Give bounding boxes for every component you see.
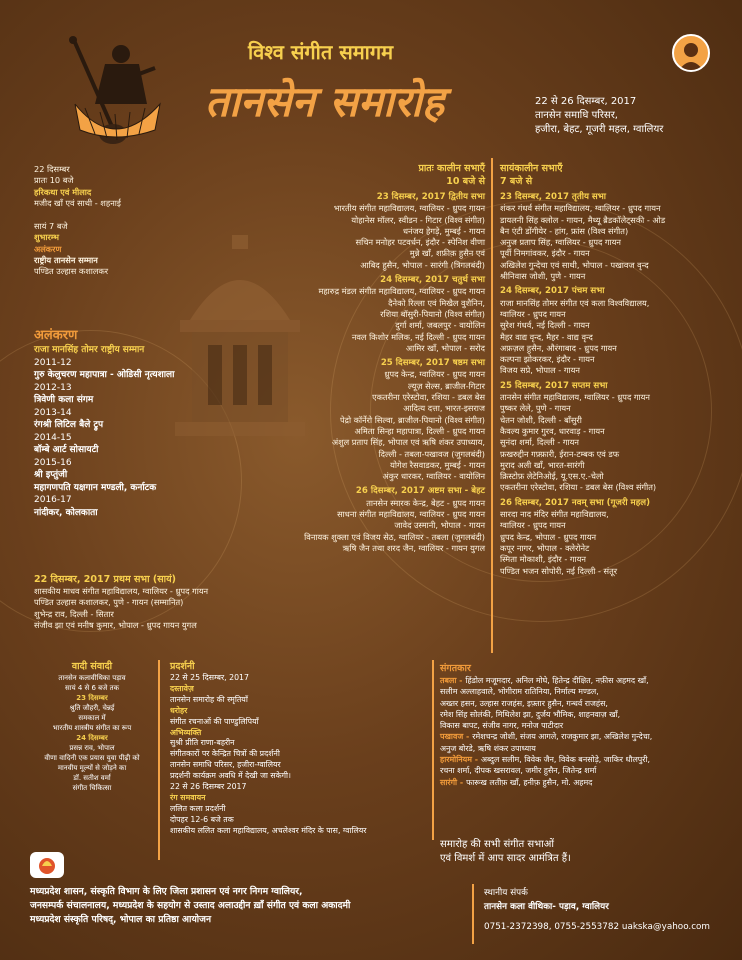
accompanist-names: रमेशचन्द्र जोशी, संजय आगले, राजकुमार झा, अखिलेश गुन्देचा,	[472, 732, 653, 742]
accompanist-names: फारूख लतीफ़ खाँ, हनीफ़ हुसैन, मो. अहमद	[466, 777, 593, 787]
opening-date: 22 दिसम्बर	[34, 164, 70, 174]
accompanist-row	[440, 765, 740, 776]
exhibition-line: 22 से 25 दिसम्बर, 2017	[170, 673, 249, 682]
session-line: जावेद उस्मानी, भोपाल - गायन	[394, 520, 485, 531]
session-line: धनंजय हेगड़े, मुम्बई - गायन	[403, 225, 485, 236]
vadi-samvadi-line: भारतीय शास्त्रीय संगीत का रूप	[52, 724, 132, 732]
session-line: विनायक शुक्ला एवं विजय सेठ, ग्वालियर - तबला (जुगलबंदी)	[304, 531, 485, 542]
awards-list	[34, 357, 174, 520]
flame-logo-icon	[30, 852, 64, 878]
exhibition-line: संगीत रचनाओं की पाण्डुलिपियाँ	[170, 716, 259, 726]
accompanist-names: रमेश सिंह सोलंकी, मिथिलेश झा, दुर्जय भौमिक, शाहनवाज़ खाँ,	[440, 709, 621, 719]
vadi-samvadi-line: मानवीय मूल्यों से जोड़ने का	[57, 764, 127, 772]
award-recipient: त्रिवेणी कला संगम	[34, 395, 94, 405]
vadi-samvadi-line: सायं 4 से 6 बजे तक	[65, 684, 119, 692]
venue-line-1: तानसेन समाधि परिसर,	[535, 110, 618, 121]
session-title: 24 दिसम्बर, 2017 चतुर्थ सभा	[380, 275, 485, 286]
contact-block	[484, 886, 710, 934]
morning-heading: प्रातः कालीन सभाएँ	[418, 163, 485, 174]
opening-event: हरिकथा एवं मीलाद	[34, 186, 92, 197]
award-year: 2016-17	[34, 495, 72, 505]
session-title: 26 दिसम्बर, 2017 अष्टम सभा - बेहट	[355, 486, 485, 497]
session-title: 25 दिसम्बर, 2017 सप्तम सभा	[500, 380, 608, 391]
exhibition-line: अभिव्यक्ति	[170, 727, 202, 737]
session-line: राजा मानसिंह तोमर संगीत एवं कला विश्वविद्यालय,	[500, 297, 650, 308]
vadi-samvadi-heading: वादी संवादी	[71, 661, 113, 672]
session-line: ध्रुपद केन्द्र, ग्वालियर - ध्रुपद गायन	[384, 369, 485, 380]
award-year: 2012-13	[34, 382, 72, 393]
contact-heading: स्थानीय संपर्क	[484, 888, 528, 898]
accompanist-names: अब्दुल सलीम, विवेक जैन, विवेक बनसोड़े, जाकिर धौलपुरी,	[480, 755, 651, 765]
session-line: भारतीय संगीत महाविद्यालय, ग्वालियर - ध्रुपद गायन	[333, 203, 485, 214]
session-line: डायलनी सिंह क्लोल - गायन, मैथ्यू ब्रैडकॉलेट्सकी - ओड	[500, 214, 666, 225]
session-line: आमिर खाँ, भोपाल - सरोद	[405, 342, 485, 353]
column-divider	[491, 158, 493, 653]
vadi-samvadi-block	[32, 660, 152, 793]
session-line: बैन एंटी डोंगीयेर - हांग, फ्रांस (विश्व संगीत)	[500, 225, 629, 236]
session-line: रशिया बॉसुरी-पियानो (विश्व संगीत)	[380, 308, 485, 319]
first-sabha-line: संजीव झा एवं मनीष कुमार, भोपाल - ध्रुपद गायन युगल	[34, 619, 197, 630]
session-line: पण्डित भजन सोपोरी, नई दिल्ली - संतूर	[500, 565, 618, 576]
session-title: 24 दिसम्बर, 2017 पंचम सभा	[500, 286, 605, 297]
award-recipient: नांदीकर, कोलकाता	[34, 507, 98, 518]
session-line: ग्वालियर - ध्रुपद गायन	[500, 308, 566, 319]
session-line: योहानेस मॉलर, स्वीडन - गिटार (विश्व संगीत)	[351, 214, 485, 225]
award-recipient: रंगश्री लिटिल बैले ट्रुप	[34, 420, 104, 430]
musician-illustration	[55, 34, 165, 146]
session-line: दुर्गा शर्मा, जबलपुर - वायोलिन	[395, 320, 485, 331]
session-line: अंकुर धारकर, ग्वालियर - वायोलिन	[382, 471, 485, 482]
session-line: अफ़ज़ल हुसैन, औरंगाबाद - ध्रुपद गायन	[500, 342, 617, 353]
accompanist-row	[440, 720, 740, 731]
award-year: 2011-12	[34, 357, 72, 368]
award-year: 2013-14	[34, 407, 72, 418]
tansen-awardee: पण्डित उल्हास कशालकर	[34, 266, 109, 277]
session-title: 23 दिसम्बर, 2017 तृतीय सभा	[500, 192, 607, 202]
award-name: राजा मानसिंह तोमर राष्ट्रीय सम्मान	[34, 345, 145, 355]
session-line: साधना संगीत महाविद्यालय, ग्वालियर - ध्रुपद गायन	[337, 509, 485, 520]
morning-days	[240, 192, 485, 554]
exhibition-line: तानसेन समारोह की स्मृतियाँ	[170, 694, 248, 704]
instrument-label: सारंगी -	[440, 777, 464, 787]
session-line: सचिन मनोहर पटवर्धन, इंदौर - स्पेनिश वीणा	[355, 237, 485, 248]
organizer-line: मध्यप्रदेश शासन, संस्कृति विभाग के लिए जिला प्रशासन एवं नगर निगम ग्वालियर,	[30, 886, 303, 897]
awards-heading: अलंकरण	[34, 328, 78, 343]
vadi-samvadi-line: समकाल में	[78, 714, 106, 722]
session-line: सुनंदा शर्मा, दिल्ली - गायन	[500, 437, 579, 448]
session-title: 25 दिसम्बर, 2017 षष्ठम सभा	[380, 358, 485, 369]
session-line: मैहर वाद्य वृन्द, मैहर - वाद्य वृन्द	[500, 331, 593, 342]
vadi-samvadi-line: 23 दिसम्बर	[76, 694, 108, 702]
morning-time: 10 बजे से	[446, 176, 485, 187]
festival-dates: 22 से 26 दिसम्बर, 2017	[535, 96, 637, 107]
title-part-1: तानसेन	[205, 77, 315, 126]
session-line: स्मिता मोकाशी, इंदौर - गायन	[500, 554, 586, 565]
instrument-label: पखावज -	[440, 732, 470, 742]
alankaran-label: अलंकरण	[34, 243, 62, 254]
award-recipient: श्री इप्तुंजी	[34, 470, 68, 480]
session-line: तानसेन स्मारक केन्द्र, बेहट - ध्रुपद गायन	[366, 497, 485, 508]
session-line: कैवल्य कुमार गुरव, धारवाड़ - गायन	[500, 425, 605, 436]
portrait-icon	[674, 36, 708, 70]
session-line: ध्रुपद केन्द्र, भोपाल - ध्रुपद गायन	[500, 531, 597, 542]
exhibition-line: दोपहर 12-6 बजे तक	[170, 814, 234, 824]
session-line: कल्पना झोकरकर, इंदौर - गायन	[500, 354, 595, 365]
exhibition-lines	[170, 673, 430, 837]
session-line: एकतरीना एरेस्टोवा, रशिया - डबल बेस (विश्व संगीत)	[500, 482, 657, 493]
first-sabha-heading: 22 दिसम्बर, 2017 प्रथम सभा (सायं)	[34, 574, 176, 585]
session-line: आदित्य दत्ता, भारत-इसराज	[403, 403, 485, 414]
first-sabha-line: शुभेन्द्र राव, दिल्ली - सितार	[34, 608, 114, 619]
session-line: तानसेन संगीत महाविद्यालय, ग्वालियर - ध्रुपद गायन	[500, 392, 650, 403]
accompanist-names: अख्तर हसन, उल्हास राजहंस, इफ़्तार हुसैन, गन्धर्व राजहंस,	[440, 698, 608, 708]
opening-block	[34, 164, 121, 278]
exhibition-line: संगीतकारों पर केन्द्रित चित्रों की प्रदर्शनी	[170, 749, 280, 759]
exhibition-line: ललित कला प्रदर्शनी	[170, 803, 226, 813]
festival-date-venue	[535, 95, 663, 137]
vadi-samvadi-line: प्रसन्न राव, भोपाल	[69, 744, 115, 752]
vadi-samvadi-lines	[32, 673, 152, 793]
accompanist-names: हिंडोल मजूमदार, अनिल मोघे, हितेन्द्र दीक्षित, नफ़ीस अहमद खाँ,	[465, 676, 649, 685]
accompanist-row	[440, 709, 740, 720]
vadi-samvadi-line: संगीत चिकित्सा	[72, 784, 112, 792]
exhibition-line: दस्तावेज़	[170, 683, 194, 693]
accompanist-row	[440, 686, 740, 697]
first-sabha-block	[34, 573, 208, 631]
session-line: चेतन जोशी, दिल्ली - बाँसुरी	[500, 414, 582, 425]
accompanists-divider	[432, 660, 434, 840]
session-line: पूर्वी निमगांवकर, इंदौर - गायन	[500, 248, 590, 259]
exhibition-block	[170, 660, 430, 837]
opening-time: प्रातः 10 बजे	[34, 175, 74, 186]
accompanist-names: रचना शर्मा, दीपक खसरावल, जमीर हुसैन, जितेन्द्र शर्मा	[440, 766, 597, 776]
first-sabha-line: पण्डित उल्हास कशालकर, पुणे - गायन (सम्मानित)	[34, 597, 184, 608]
accompanist-row	[440, 777, 740, 788]
exhibition-heading: प्रदर्शनी	[170, 661, 195, 672]
award-year: 2014-15	[34, 432, 72, 443]
exhibition-line: प्रदर्शनी कार्यक्रम अवधि में देखी जा सकेगी।	[170, 771, 292, 781]
session-line: शंकर गंधर्व संगीत महाविद्यालय, ग्वालियर - ध्रुपद गायन	[500, 203, 661, 214]
session-line: आबिद हुसैन, भोपाल - सारंगी (त्रिगलबंदी)	[360, 259, 485, 270]
award-recipient: महागणपति यक्षगान मण्डली, कर्नाटक	[34, 482, 157, 493]
evening-heading: सायंकालीन सभाएँ	[500, 163, 563, 174]
vadi-divider	[158, 660, 160, 860]
session-line: फ़खरुद्दीन गफ़्फ़ारी, ईरान-टम्बक एवं डफ	[500, 448, 620, 459]
invitation-line-1: समारोह की सभी संगीत सभाओं	[440, 839, 554, 850]
exhibition-line: शासकीय ललित कला महाविद्यालय, अचलेश्वर मंदिर के पास, ग्वालियर	[170, 825, 367, 835]
session-line: श्रीनिवास जोशी, पुणे - गायन	[500, 271, 586, 282]
accompanists-lines	[440, 675, 740, 788]
exhibition-line: 22 से 26 दिसम्बर 2017	[170, 782, 247, 792]
session-line: अमिता सिन्हा महापात्रा, दिल्ली - ध्रुपद गायन	[354, 425, 485, 436]
accompanist-row	[440, 743, 740, 754]
session-line: दैनेको रिल्ला एवं मिखैल वुशैनिन,	[388, 297, 485, 308]
session-line: सारदा नाद मंदिर संगीत महाविद्यालय,	[500, 509, 609, 520]
invitation-line-2: एवं विमर्श में आप सादर आमंत्रित हैं।	[440, 853, 571, 864]
opening-performer: मजीद खाँ एवं साथी - शहनाई	[34, 197, 121, 208]
organizer-lines	[30, 885, 350, 927]
session-line: योगेश रैसवाडकर, मुम्बई - गायन	[390, 459, 485, 470]
logo	[30, 852, 64, 878]
accompanist-row	[440, 754, 740, 765]
organizer-line: जनसम्पर्क संचालनालय, मध्यप्रदेश के सहयोग से उस्ताद अलाउद्दीन ख़ाँ संगीत एवं कला अकादमी	[30, 900, 351, 911]
session-line: मुन्ने खाँ, शफ़ीक़ हुसैन एवं	[409, 248, 485, 259]
accompanist-names: सलीम अल्लाहवाले, भोगीराम रातिनिया, निर्माल्य मण्डल,	[440, 687, 599, 697]
session-line: ल्यूज़ सेल्स, ब्राजील-गिटार	[407, 380, 485, 391]
organizer-line: मध्यप्रदेश संस्कृति परिषद्, भोपाल का प्रतिष्ठा आयोजन	[30, 914, 212, 925]
session-line: विजय सप्रे, भोपाल - गायन	[500, 365, 580, 376]
exhibition-line: रंग समवायन	[170, 792, 206, 802]
session-line: ग्वालियर - ध्रुपद गायन	[500, 520, 566, 531]
session-line: ऋषि जैन तथा शरद जैन, ग्वालियर - गायन युगल	[342, 542, 485, 553]
contact-phone: 0751-2372398, 0755-2553782 uakska@yahoo.com	[484, 922, 711, 932]
organizer-block	[30, 885, 350, 927]
vadi-samvadi-line: 24 दिसम्बर	[76, 734, 108, 742]
accompanist-row	[440, 731, 740, 742]
exhibition-line: सुश्री प्रीति राणा-बहरीन	[170, 738, 235, 748]
evening-days	[500, 192, 736, 577]
first-sabha-lines	[34, 586, 208, 631]
evening-time: 7 बजे से	[500, 176, 533, 187]
accompanists-block	[440, 662, 740, 788]
vadi-samvadi-line: श्रुति जौहरी, चेन्नई	[69, 704, 115, 712]
invitation-block	[440, 838, 571, 866]
first-sabha-line: शासकीय माधव संगीत महाविद्यालय, ग्वालियर - ध्रुपद गायन	[34, 586, 209, 596]
awards-block	[34, 327, 174, 519]
evening-sessions	[500, 162, 736, 577]
session-line: दिल्ली - तबला-पखावज (जुगलबंदी)	[378, 448, 485, 459]
session-line: पेद्रो कॉर्नेरो सिल्वा, ब्राजील-पियानो (विश्व संगीत)	[339, 414, 485, 425]
award-year: 2015-16	[34, 457, 72, 468]
venue-line-2: हजीरा, बेहट, गूजरी महल, ग्वालियर	[535, 124, 664, 135]
session-line: पुष्कर लेले, पुणे - गायन	[500, 403, 571, 414]
morning-sessions	[240, 162, 485, 554]
tansen-award: राष्ट्रीय तानसेन सम्मान	[34, 255, 98, 266]
session-line: सुरेश गंधर्व, नई दिल्ली - गायन	[500, 320, 590, 331]
festival-title	[205, 72, 444, 129]
session-line: एकतरीना एरेस्टोवा, रशिया - डबल बेस	[372, 392, 485, 403]
session-line: नवल किशोर मलिक, नई दिल्ली - ध्रुपद गायन	[351, 331, 485, 342]
festival-subtitle: विश्व संगीत समागम	[248, 40, 394, 64]
session-line: अखिलेश गुन्देचा एवं साथी, भोपाल - पखावज वृन्द	[500, 259, 649, 270]
accompanists-heading: संगतकार	[440, 663, 471, 674]
session-line: अनुज प्रताप सिंह, ग्वालियर - ध्रुपद गायन	[500, 237, 621, 248]
session-line: कपूर नागर, भोपाल - क्लेरोनेट	[500, 542, 590, 553]
session-line: अंशुल प्रताप सिंह, भोपाल एवं ऋषि शंकर उपाध्याय,	[331, 437, 485, 448]
session-title: 23 दिसम्बर, 2017 द्वितीय सभा	[376, 192, 485, 202]
vadi-samvadi-line: तानसेन कलावीथिका पड़ाव	[58, 674, 126, 682]
inauguration-label: शुभारम्भ	[34, 232, 60, 243]
accompanist-row	[440, 675, 740, 686]
session-title: 26 दिसम्बर, 2017 नवम् सभा (गूजरी महल)	[500, 497, 651, 508]
accompanist-names: अनुज बोरडे, ऋषि शंकर उपाध्याय	[440, 743, 536, 753]
award-recipient: गुरु केलुचरण महापात्रा - ओडिसी नृत्यशाला	[34, 370, 175, 380]
evening-time: सायं 7 बजे	[34, 221, 68, 232]
session-line: महारुद्र मंडल संगीत महाविद्यालय, ग्वालियर - ध्रुपद गायन	[318, 286, 485, 297]
instrument-label: तबला -	[440, 676, 463, 685]
accompanist-row	[440, 698, 740, 709]
portrait-emblem	[672, 34, 710, 72]
vadi-samvadi-line: वीणा वादिनी एक प्रयास युवा पीढ़ी को	[44, 754, 140, 762]
exhibition-line: तानसेन समाधि परिसर, हजीरा-ग्वालियर	[170, 760, 281, 770]
vadi-samvadi-line: डॉ. सतीश वर्मा	[73, 774, 111, 782]
award-recipient: बॉम्बे आर्ट सोसायटी	[34, 445, 99, 455]
contact-place: तानसेन कला वीथिका- पड़ाव, ग्वालियर	[484, 902, 609, 912]
session-line: क्रिस्टोफ़ लेटेनिओई, यू.एस.ए.-चेलो	[500, 471, 604, 482]
footer-divider	[472, 884, 474, 944]
accompanist-names: विकास बापट, संजीव नागर, मनोज पाटीदार	[440, 721, 564, 731]
title-part-2: समारोह	[329, 77, 445, 126]
instrument-label: हारमोनियम -	[440, 755, 478, 765]
session-line: मुराद अली खाँ, भारत-सारंगी	[500, 459, 585, 470]
exhibition-line: धरोहर	[170, 705, 188, 715]
